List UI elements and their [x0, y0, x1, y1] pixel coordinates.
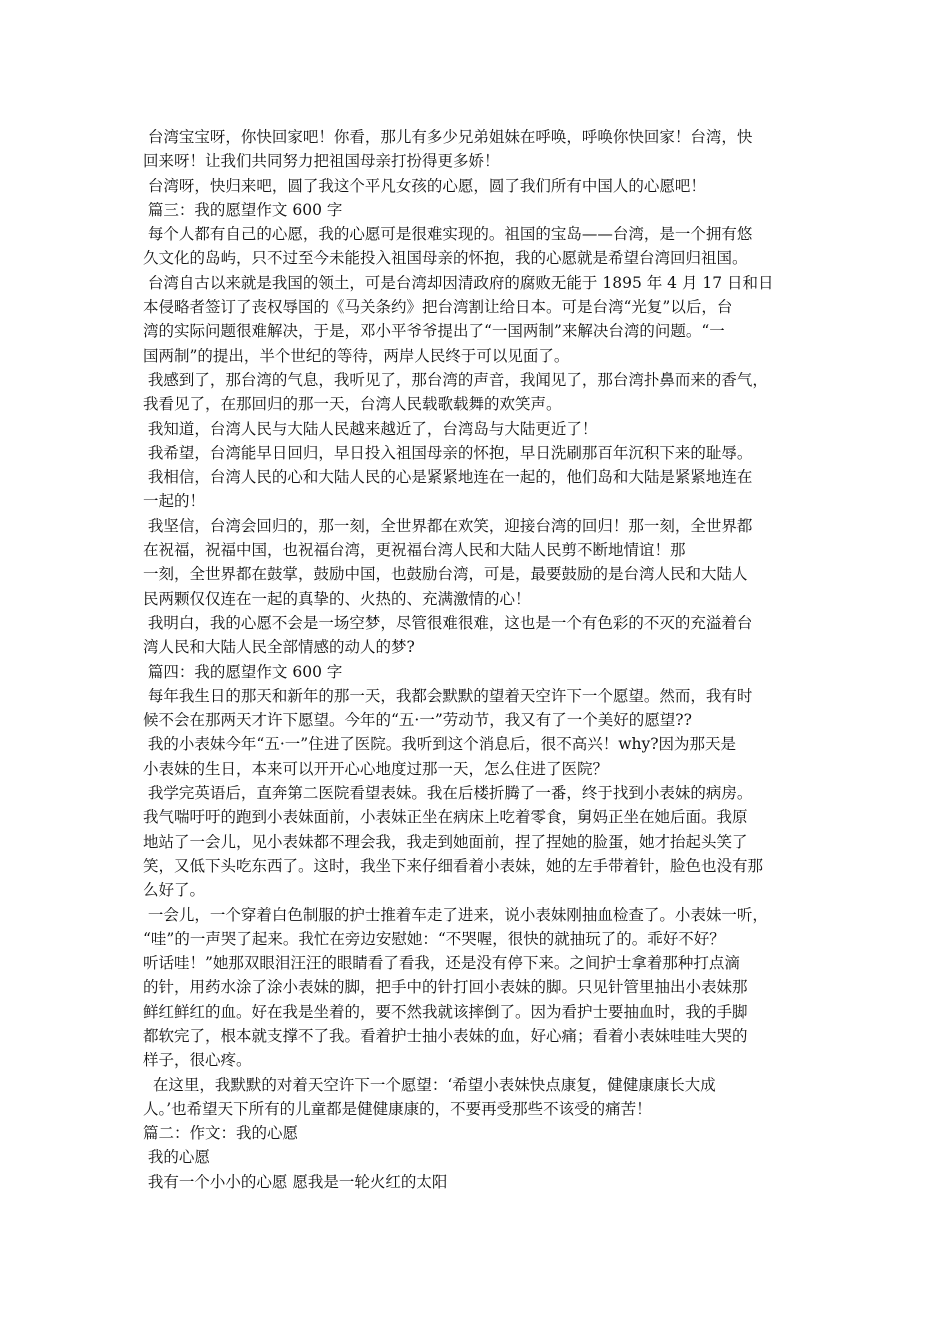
text-line: 都软完了，根本就支撑不了我。看着护士抽小表妹的血，好心痛；看着小表妹哇哇大哭的: [143, 1026, 748, 1045]
text-line: 候不会在那两天才许下愿望。今年的“五·一”劳动节，我又有了一个美好的愿望??: [143, 711, 692, 730]
text-line: 听话哇！”她那双眼泪汪汪的眼睛看了看我，还是没有停下来。之间护士拿着那种打点滴: [143, 954, 740, 973]
text-line: “哇”的一声哭了起来。我忙在旁边安慰她：“不哭喔，很快的就抽玩了的。乖好不好？: [143, 929, 725, 948]
text-line: 民两颗仅仅连在一起的真挚的、火热的、充满激情的心！: [143, 589, 531, 608]
text-line: 每年我生日的那天和新年的那一天，我都会默默的望着天空许下一个愿望。然而，我有时: [143, 686, 753, 705]
text-line: 我明白，我的心愿不会是一场空梦，尽管很难很难，这也是一个有色彩的不灭的充溢着台: [143, 613, 753, 632]
text-line: 台湾呀，快归来吧，圆了我这个平凡女孩的心愿，圆了我们所有中国人的心愿吧！: [143, 176, 706, 195]
text-line: 台湾宝宝呀，你快回家吧！你看，那儿有多少兄弟姐妹在呼唤，呼唤你快回家！台湾，快: [143, 128, 753, 146]
section-heading: 篇四：我的愿望作文 600 字: [143, 662, 343, 681]
text-line: 我相信，台湾人民的心和大陆人民的心是紧紧地连在一起的，他们岛和大陆是紧紧地连在: [143, 468, 753, 487]
text-line: 回来呀！让我们共同努力把祖国母亲打扮得更多娇！: [143, 152, 500, 171]
text-line: 的针，用药水涂了涂小表妹的脚，把手中的针打回小表妹的脚。只见针管里抽出小表妹那: [143, 978, 748, 997]
text-line: 么好了。: [143, 881, 206, 900]
text-line: 样子，很心疼。: [143, 1051, 252, 1070]
text-line: 地站了一会儿，见小表妹都不理会我，我走到她面前，捏了捏她的脸蛋，她才抬起头笑了: [143, 832, 748, 851]
text-line: 在祝福，祝福中国，也祝福台湾，更祝福台湾人民和大陆人民剪不断地情谊！那: [143, 541, 686, 560]
text-line: 国两制”的提出，半个世纪的等待，两岸人民终于可以见面了。: [143, 346, 570, 365]
text-line: 我希望，台湾能早日回归，早日投入祖国母亲的怀抱，早日洗刷那百年沉积下来的耻辱。: [143, 443, 753, 462]
text-line: 一刻，全世界都在鼓掌，鼓励中国，也鼓励台湾，可是，最要鼓励的是台湾人民和大陆人: [143, 565, 748, 584]
text-line: 湾的实际问题很难解决，于是，邓小平爷爷提出了“一国两制”来解决台湾的问题。“一: [143, 322, 725, 341]
text-line: 本侵略者签订了丧权辱国的《马关条约》把台湾割让给日本。可是台湾“光复”以后，台: [143, 298, 733, 317]
text-line: 每个人都有自己的心愿，我的心愿可是很难实现的。祖国的宝岛——台湾，是一个拥有悠: [143, 225, 753, 244]
text-line: 我气喘吁吁的跑到小表妹面前，小表妹正坐在病床上吃着零食，舅妈正坐在她后面。我原: [143, 808, 748, 827]
text-line: 我感到了，那台湾的气息，我听见了，那台湾的声音，我闻见了，那台湾扑鼻而来的香气，: [143, 370, 768, 389]
text-line: 我坚信，台湾会回归的，那一刻，全世界都在欢笑，迎接台湾的回归！那一刻，全世界都: [143, 516, 753, 535]
document-body: [143, 125, 823, 1194]
text-line: 一起的！: [143, 492, 206, 511]
text-line: 久文化的岛屿，只不过至今未能投入祖国母亲的怀抱，我的心愿就是希望台湾回归祖国。: [143, 249, 748, 268]
text-line: 我的小表妹今年“五·一”住进了医院。我听到这个消息后，很不高兴！why?因为那天是: [143, 735, 737, 754]
text-line: 我知道，台湾人民与大陆人民越来越近了，台湾岛与大陆更近了！: [143, 419, 598, 438]
text-line: 我看见了，在那回归的那一天，台湾人民载歌载舞的欢笑声。: [143, 395, 562, 414]
text-line: 湾人民和大陆人民全部情感的动人的梦?: [143, 638, 415, 657]
text-line: 鲜红鲜红的血。好在我是坐着的，要不然我就该摔倒了。因为看护士要抽血时，我的手脚: [143, 1002, 748, 1021]
section-heading: 篇三：我的愿望作文 600 字: [143, 200, 343, 219]
text-line: 我学完英语后，直奔第二医院看望表妹。我在后楼折腾了一番，终于找到小表妹的病房。: [143, 784, 753, 803]
text-line: 一会儿，一个穿着白色制服的护士推着车走了进来，说小表妹刚抽血检查了。小表妹一听，: [143, 905, 768, 924]
text-line: 人。’也希望天下所有的儿童都是健健康康的，不要再受那些不该受的痛苦！: [143, 1099, 652, 1118]
text-line: 小表妹的生日，本来可以开开心心地度过那一天，怎么住进了医院？: [143, 759, 609, 778]
section-heading: 篇二：作文：我的心愿: [143, 1124, 299, 1143]
text-line: 台湾自古以来就是我国的领土，可是台湾却因清政府的腐败无能于 1895 年 4 月 17 日和日: [143, 273, 774, 292]
text-line: 在这里，我默默的对着天空许下一个愿望：‘希望小表妹快点康复，健健康康长大成: [143, 1075, 716, 1094]
text-line: 笑，又低下头吃东西了。这时，我坐下来仔细看着小表妹，她的左手带着针，脸色也没有那: [143, 856, 764, 875]
text-line: 我的心愿: [143, 1148, 210, 1167]
text-line: 我有一个小小的心愿 愿我是一轮火红的太阳: [143, 1172, 448, 1191]
